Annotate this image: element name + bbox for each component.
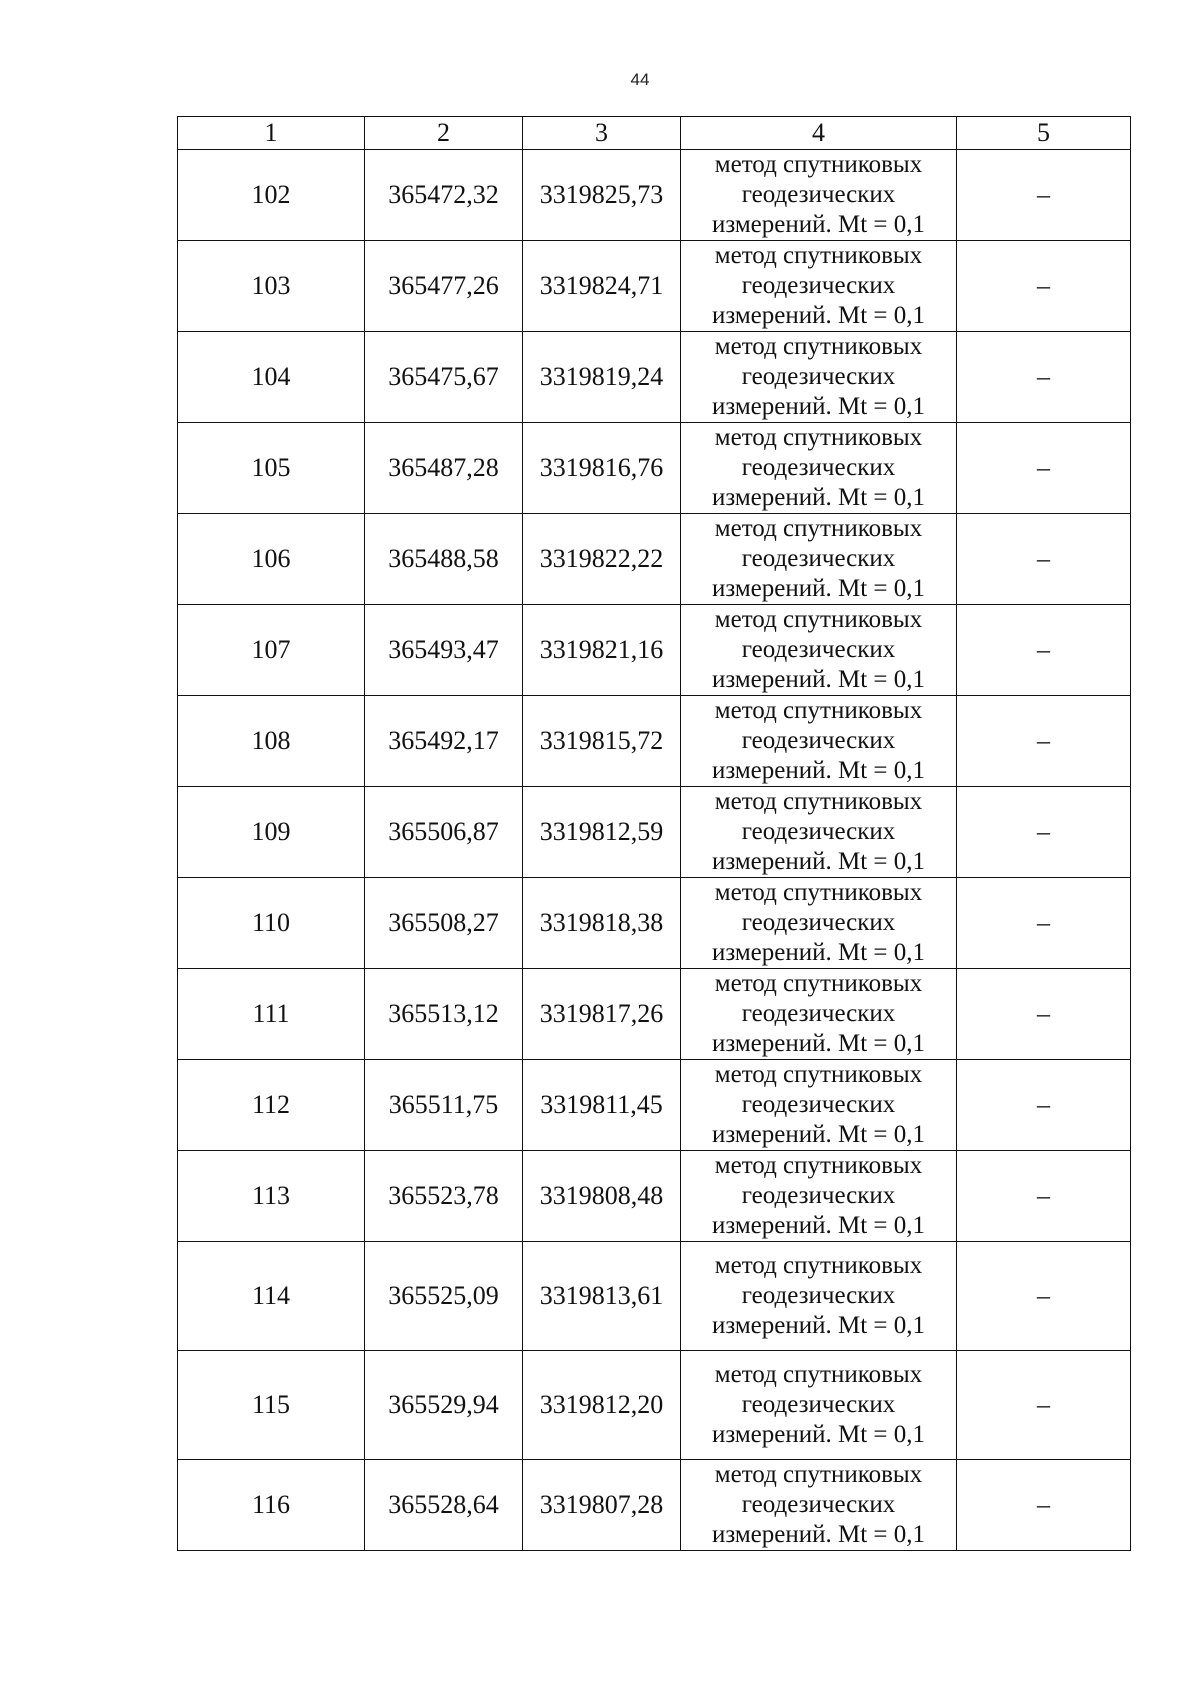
table-row <box>178 1060 1131 1151</box>
method-line-1: метод спутниковых <box>714 788 923 815</box>
column-header-5: 5 <box>957 117 1131 150</box>
method-line-1: метод спутниковых <box>714 697 923 724</box>
method-cell <box>681 969 957 1060</box>
table-header-row <box>178 117 1131 150</box>
note-cell: – <box>957 787 1131 878</box>
point-id-cell: 114 <box>178 1242 365 1351</box>
note-cell: – <box>957 332 1131 423</box>
method-line-3: измерений. Mt = 0,1 <box>711 848 926 875</box>
point-id-cell: 106 <box>178 514 365 605</box>
method-line-2: геодезических <box>741 1091 896 1118</box>
method-line-2: геодезических <box>741 1182 896 1209</box>
method-line-1: метод спутниковых <box>714 515 923 542</box>
method-line-2: геодезических <box>741 636 896 663</box>
table-body <box>178 150 1131 1551</box>
x-coordinate-cell: 365513,12 <box>365 969 523 1060</box>
note-cell: – <box>957 1460 1131 1551</box>
x-coordinate-cell: 365511,75 <box>365 1060 523 1151</box>
x-coordinate-cell: 365528,64 <box>365 1460 523 1551</box>
method-line-2: геодезических <box>741 454 896 481</box>
x-coordinate-cell: 365492,17 <box>365 696 523 787</box>
x-coordinate-cell: 365472,32 <box>365 150 523 241</box>
method-line-1: метод спутниковых <box>714 333 923 360</box>
y-coordinate-cell: 3319815,72 <box>523 696 681 787</box>
method-cell <box>681 878 957 969</box>
method-line-3: измерений. Mt = 0,1 <box>711 666 926 693</box>
method-line-1: метод спутниковых <box>714 970 923 997</box>
y-coordinate-cell: 3319808,48 <box>523 1151 681 1242</box>
y-coordinate-cell: 3319812,20 <box>523 1351 681 1460</box>
method-line-2: геодезических <box>741 909 896 936</box>
x-coordinate-cell: 365493,47 <box>365 605 523 696</box>
method-line-3: измерений. Mt = 0,1 <box>711 575 926 602</box>
x-coordinate-cell: 365488,58 <box>365 514 523 605</box>
point-id-cell: 103 <box>178 241 365 332</box>
note-cell: – <box>957 150 1131 241</box>
y-coordinate-cell: 3319811,45 <box>523 1060 681 1151</box>
method-line-3: измерений. Mt = 0,1 <box>711 211 926 238</box>
method-line-1: метод спутниковых <box>714 1252 923 1279</box>
x-coordinate-cell: 365523,78 <box>365 1151 523 1242</box>
method-cell <box>681 423 957 514</box>
method-line-3: измерений. Mt = 0,1 <box>711 1521 926 1548</box>
note-cell: – <box>957 1242 1131 1351</box>
table-row <box>178 878 1131 969</box>
table-row <box>178 241 1131 332</box>
y-coordinate-cell: 3319816,76 <box>523 423 681 514</box>
method-line-1: метод спутниковых <box>714 1361 923 1388</box>
note-cell: – <box>957 241 1131 332</box>
method-line-2: геодезических <box>741 1491 896 1518</box>
y-coordinate-cell: 3319821,16 <box>523 605 681 696</box>
x-coordinate-cell: 365487,28 <box>365 423 523 514</box>
table-row <box>178 1242 1131 1351</box>
point-id-cell: 107 <box>178 605 365 696</box>
method-cell <box>681 605 957 696</box>
point-id-cell: 111 <box>178 969 365 1060</box>
table-row <box>178 787 1131 878</box>
table-row <box>178 150 1131 241</box>
method-line-2: геодезических <box>741 727 896 754</box>
method-cell <box>681 696 957 787</box>
point-id-cell: 105 <box>178 423 365 514</box>
method-cell <box>681 1242 957 1351</box>
point-id-cell: 116 <box>178 1460 365 1551</box>
method-cell <box>681 1351 957 1460</box>
y-coordinate-cell: 3319807,28 <box>523 1460 681 1551</box>
method-line-3: измерений. Mt = 0,1 <box>711 484 926 511</box>
note-cell: – <box>957 969 1131 1060</box>
x-coordinate-cell: 365525,09 <box>365 1242 523 1351</box>
y-coordinate-cell: 3319813,61 <box>523 1242 681 1351</box>
note-cell: – <box>957 1151 1131 1242</box>
method-line-2: геодезических <box>741 818 896 845</box>
point-id-cell: 109 <box>178 787 365 878</box>
point-id-cell: 113 <box>178 1151 365 1242</box>
method-line-3: измерений. Mt = 0,1 <box>711 1121 926 1148</box>
method-cell <box>681 150 957 241</box>
x-coordinate-cell: 365508,27 <box>365 878 523 969</box>
point-id-cell: 115 <box>178 1351 365 1460</box>
method-line-1: метод спутниковых <box>714 424 923 451</box>
table-row <box>178 1351 1131 1460</box>
method-cell <box>681 787 957 878</box>
x-coordinate-cell: 365475,67 <box>365 332 523 423</box>
point-id-cell: 104 <box>178 332 365 423</box>
y-coordinate-cell: 3319817,26 <box>523 969 681 1060</box>
method-line-1: метод спутниковых <box>714 151 923 178</box>
point-id-cell: 102 <box>178 150 365 241</box>
column-header-3: 3 <box>523 117 681 150</box>
method-line-1: метод спутниковых <box>714 1061 923 1088</box>
method-line-3: измерений. Mt = 0,1 <box>711 1030 926 1057</box>
y-coordinate-cell: 3319812,59 <box>523 787 681 878</box>
method-cell <box>681 1151 957 1242</box>
method-cell <box>681 1060 957 1151</box>
x-coordinate-cell: 365529,94 <box>365 1351 523 1460</box>
column-header-2: 2 <box>365 117 523 150</box>
table-row <box>178 332 1131 423</box>
page-number: 44 <box>630 70 650 89</box>
y-coordinate-cell: 3319825,73 <box>523 150 681 241</box>
method-line-3: измерений. Mt = 0,1 <box>711 393 926 420</box>
column-header-1: 1 <box>178 117 365 150</box>
x-coordinate-cell: 365506,87 <box>365 787 523 878</box>
column-header-4: 4 <box>681 117 957 150</box>
note-cell: – <box>957 423 1131 514</box>
note-cell: – <box>957 1060 1131 1151</box>
y-coordinate-cell: 3319819,24 <box>523 332 681 423</box>
point-id-cell: 108 <box>178 696 365 787</box>
note-cell: – <box>957 1351 1131 1460</box>
method-line-3: измерений. Mt = 0,1 <box>711 939 926 966</box>
method-line-1: метод спутниковых <box>714 606 923 633</box>
method-line-1: метод спутниковых <box>714 1152 923 1179</box>
method-line-1: метод спутниковых <box>714 1461 923 1488</box>
table-row <box>178 514 1131 605</box>
method-cell <box>681 514 957 605</box>
point-id-cell: 110 <box>178 878 365 969</box>
table-row <box>178 423 1131 514</box>
method-line-2: геодезических <box>741 1391 896 1418</box>
method-line-1: метод спутниковых <box>714 879 923 906</box>
table-row <box>178 696 1131 787</box>
table-row <box>178 1460 1131 1551</box>
y-coordinate-cell: 3319818,38 <box>523 878 681 969</box>
method-cell <box>681 1460 957 1551</box>
note-cell: – <box>957 878 1131 969</box>
method-line-1: метод спутниковых <box>714 242 923 269</box>
table-row <box>178 969 1131 1060</box>
table-row <box>178 605 1131 696</box>
method-cell <box>681 241 957 332</box>
method-line-2: геодезических <box>741 545 896 572</box>
method-cell <box>681 332 957 423</box>
method-line-2: геодезических <box>741 1282 896 1309</box>
x-coordinate-cell: 365477,26 <box>365 241 523 332</box>
method-line-3: измерений. Mt = 0,1 <box>711 1312 926 1339</box>
table-row <box>178 1151 1131 1242</box>
method-line-2: геодезических <box>741 272 896 299</box>
note-cell: – <box>957 514 1131 605</box>
method-line-3: измерений. Mt = 0,1 <box>711 757 926 784</box>
method-line-3: измерений. Mt = 0,1 <box>711 302 926 329</box>
note-cell: – <box>957 605 1131 696</box>
coordinates-table <box>177 116 1131 1551</box>
method-line-2: геодезических <box>741 1000 896 1027</box>
y-coordinate-cell: 3319824,71 <box>523 241 681 332</box>
point-id-cell: 112 <box>178 1060 365 1151</box>
y-coordinate-cell: 3319822,22 <box>523 514 681 605</box>
method-line-2: геодезических <box>741 363 896 390</box>
method-line-3: измерений. Mt = 0,1 <box>711 1421 926 1448</box>
note-cell: – <box>957 696 1131 787</box>
method-line-3: измерений. Mt = 0,1 <box>711 1212 926 1239</box>
method-line-2: геодезических <box>741 181 896 208</box>
